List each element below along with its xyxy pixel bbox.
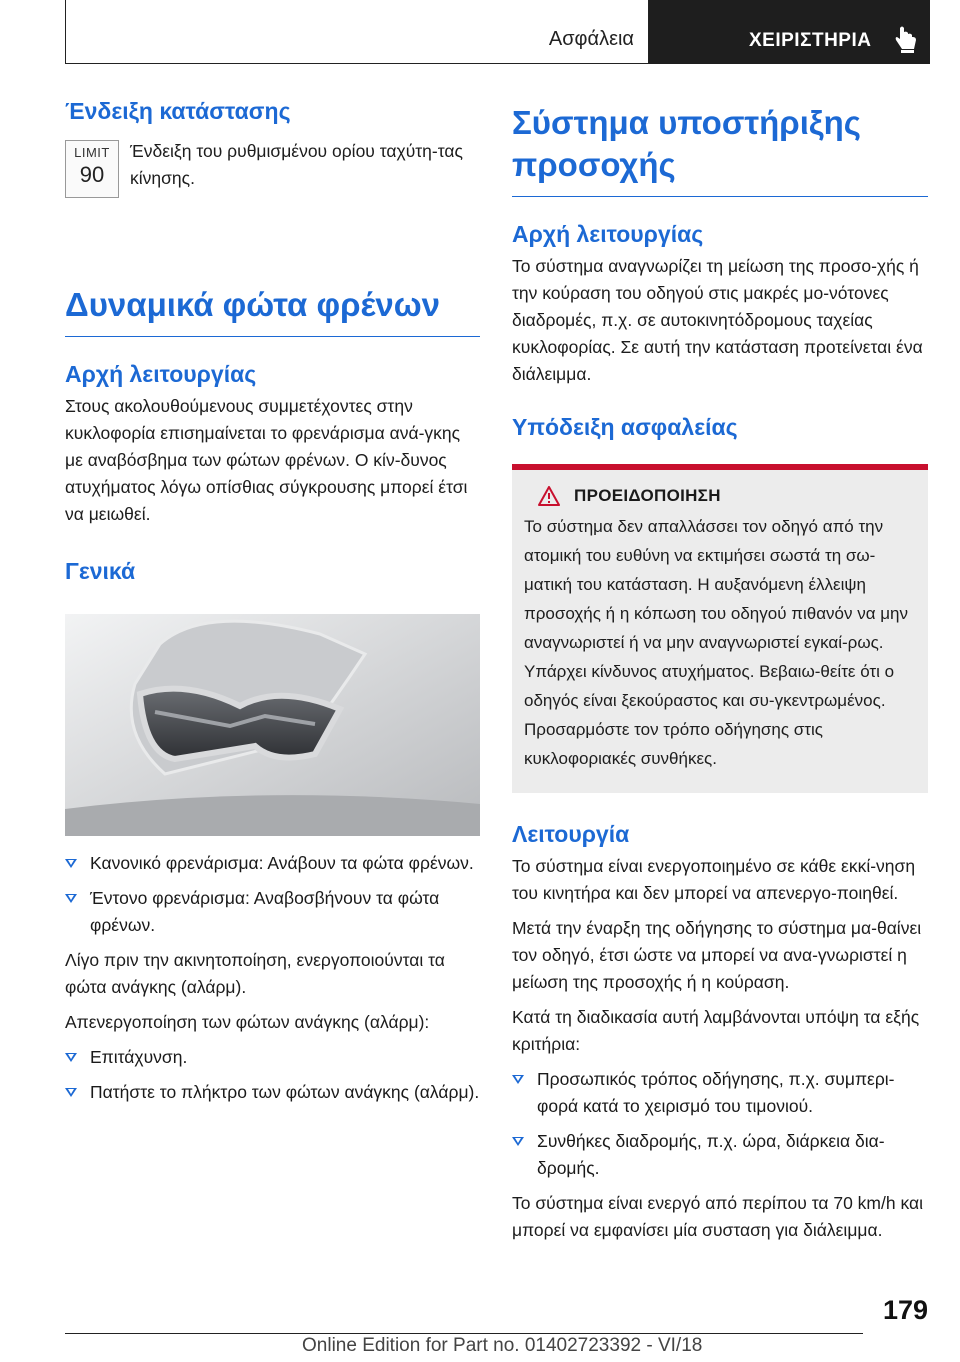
list-item xyxy=(65,885,480,939)
deactivation-bullets xyxy=(65,1044,480,1106)
section-label: Ασφάλεια xyxy=(548,28,634,50)
bullet-text: Πατήστε το πλήκτρο των φώτων ανάγκης (αλάρμ). xyxy=(90,1082,480,1102)
triangle-bullet-icon xyxy=(512,1137,524,1146)
limit-row xyxy=(65,140,480,232)
right-column xyxy=(512,96,928,1244)
list-item xyxy=(512,1128,928,1182)
limit-sign-line2: 90 xyxy=(79,162,105,187)
tail-light-image xyxy=(65,614,480,836)
triangle-bullet-icon xyxy=(65,859,77,868)
footer-rule xyxy=(65,1333,863,1334)
bullet-text: Συνθήκες διαδρομής, π.χ. ώρα, διάρκεια δια-δρομής. xyxy=(537,1131,885,1178)
bullet-text: Κανονικό φρενάρισμα: Ανάβουν τα φώτα φρένων. xyxy=(90,853,474,873)
warning-title: ΠΡΟΕΙΔΟΠΟΙΗΣΗ xyxy=(574,486,721,505)
list-item xyxy=(65,1044,480,1071)
status-text: Ένδειξη του ρυθμισμένου ορίου ταχύτη-τας κίνησης. xyxy=(130,141,463,188)
section-title-brake-lights: Δυναμικά φώτα φρένων xyxy=(65,284,480,337)
principle-heading: Αρχή λειτουργίας xyxy=(65,361,257,387)
warning-text: Το σύστημα δεν απαλλάσσει τον οδηγό από την ατομική του ευθύνη να εκτιμήσει σωστά τη σω-ματική του κατάσταση. Η αυξανόμενη έλλειψη προσοχής ή η κόπωση του οδηγού πιθανόν να μην αναγνωριστεί ή να μην αναγνωριστεί εγκαί-ρως. Υπάρχει κίνδυνος ατυχήματος. Βεβαιω-θείτε ότι ο οδηγός είναι ξεκούραστος και συ-γκεντρωμένος. Προσαρμόστε τον τρόπο οδήγησης στις κυκλοφοριακές συνθήκες. xyxy=(524,517,908,768)
left-column xyxy=(65,96,480,1114)
brake-light-bullets xyxy=(65,850,480,939)
bullet-text: Επιτάχυνση. xyxy=(90,1047,188,1067)
tail-light-illustration xyxy=(65,614,480,836)
safety-heading: Υπόδειξη ασφαλείας xyxy=(512,414,738,440)
function-paragraph-1: Το σύστημα είναι ενεργοποιημένο σε κάθε εκκί-νηση του κινητήρα και δεν μπορεί να απενεργο-ποιηθεί. xyxy=(512,856,916,903)
warning-header xyxy=(524,486,916,506)
list-item xyxy=(65,850,480,877)
general-heading: Γενικά xyxy=(65,558,136,584)
principle-heading: Αρχή λειτουργίας xyxy=(512,221,704,247)
header-section-box xyxy=(65,0,649,64)
function-heading: Λειτουργία xyxy=(512,821,630,847)
edition-text: Online Edition for Part no. 01402723392 - VI/18 xyxy=(302,1335,703,1356)
hand-pointer-icon xyxy=(894,25,920,53)
paragraph-hazard-activation: Λίγο πριν την ακινητοποίηση, ενεργοποιούνται τα φώτα ανάγκης (αλάρμ). xyxy=(65,950,445,997)
paragraph-hazard-deactivation: Απενεργοποίηση των φώτων ανάγκης (αλάρμ): xyxy=(65,1012,430,1032)
principle-text: Στους ακολουθούμενους συμμετέχοντες στην κυκλοφορία επισημαίνεται το φρενάρισμα ανά-γκης με αναβόσβημα των φώτων φρένων. Ο κίν-δυνος ατυχήματος λόγω οπίσθιας σύγκρουσης μπορεί έτσι να μειωθεί. xyxy=(65,396,468,524)
limit-sign-line1: LIMIT xyxy=(74,145,110,160)
triangle-bullet-icon xyxy=(65,1053,77,1062)
section-title-attention-assist: Σύστημα υποστήριξης προσοχής xyxy=(512,102,928,197)
warning-triangle-icon xyxy=(538,486,560,506)
principle-text: Το σύστημα αναγνωρίζει τη μείωση της προσο-χής ή την κούραση του οδηγού στις μακρές μο-νότονες διαδρομές, π.χ. σε αυτοκινητόδρομους ταχείας κυκλοφορίας. Σε αυτή την κατάσταση προτείνεται ένα διάλειμμα. xyxy=(512,256,923,384)
status-heading: Ένδειξη κατάστασης xyxy=(65,98,291,124)
list-item xyxy=(65,1079,480,1106)
page-number: 179 xyxy=(882,1295,928,1325)
chapter-label: ΧΕΙΡΙΣΤΗΡΙΑ xyxy=(749,30,872,51)
triangle-bullet-icon xyxy=(512,1075,524,1084)
criteria-bullets xyxy=(512,1066,928,1182)
warning-box xyxy=(512,464,928,793)
header-chapter-box xyxy=(649,0,930,64)
bullet-text: Προσωπικός τρόπος οδήγησης, π.χ. συμπερι-φορά κατά το χειρισμό του τιμονιού. xyxy=(537,1069,895,1116)
list-item xyxy=(512,1066,928,1120)
bullet-text: Έντονο φρενάρισμα: Αναβοσβήνουν τα φώτα φρένων. xyxy=(90,888,440,935)
triangle-bullet-icon xyxy=(65,1088,77,1097)
function-paragraph-2: Μετά την έναρξη της οδήγησης το σύστημα μα-θαίνει τον οδηγό, έτσι ώστε να μπορεί να ανα-γνωριστεί η μείωση της προσοχής ή η κούραση. xyxy=(512,918,922,992)
function-paragraph-3: Κατά τη διαδικασία αυτή λαμβάνονται υπόψη τα εξής κριτήρια: xyxy=(512,1007,920,1054)
triangle-bullet-icon xyxy=(65,894,77,903)
function-paragraph-4: Το σύστημα είναι ενεργό από περίπου τα 70 km/h και μπορεί να εμφανίσει μία συσταση για διάλειμμα. xyxy=(512,1193,923,1240)
speed-limit-sign-icon xyxy=(65,140,119,198)
